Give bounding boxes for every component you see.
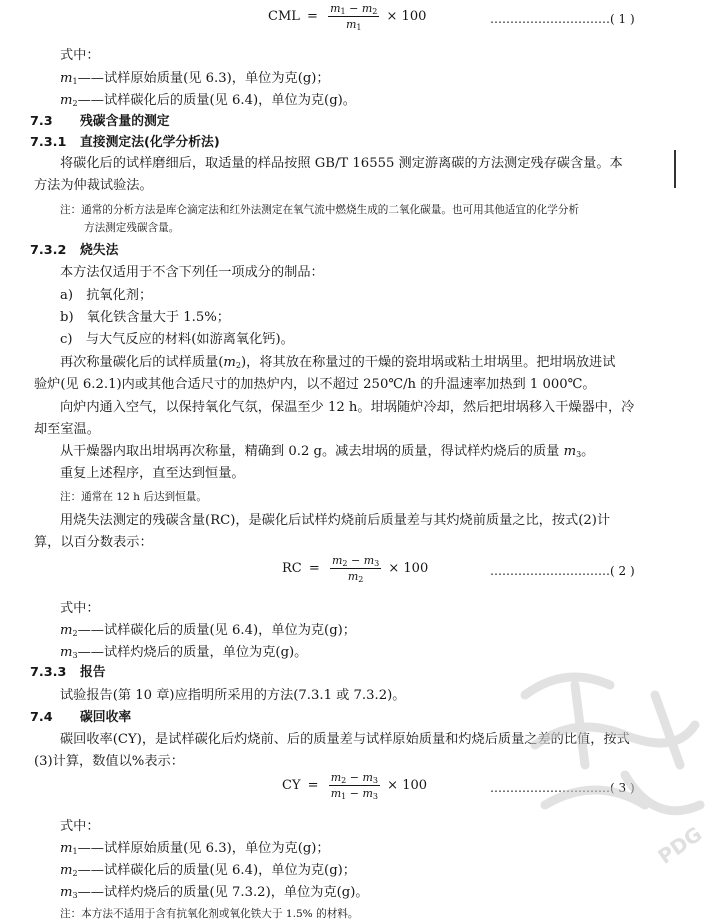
where-line: $m_1——$试样原始质量(见 6.3)，单位为克(g)；	[60, 71, 330, 86]
where-label: 式中：	[60, 819, 100, 834]
formula-lhs: CY	[282, 778, 301, 793]
formula-cml: CML = $\frac{m_1 - m_2}{m_1}$ × 100	[268, 2, 427, 32]
section-heading: 7.3 残碳含量的测定	[30, 114, 170, 129]
where-line: $m_2——$试样碳化后的质量(见 6.4)，单位为克(g)。	[60, 93, 356, 108]
section-heading: 7.3.3 报告	[30, 665, 106, 680]
watermark-stamp	[505, 655, 720, 870]
formula-lhs: CML	[268, 9, 300, 24]
note-line: 注：通常在 12 h 后达到恒量。	[60, 491, 207, 503]
watermark-text: PDG	[653, 821, 707, 869]
paragraph-line: 再次称量碳化后的试样质量$(m_2)$，将其放在称量过的干燥的瓷坩埚或粘土坩埚里。把坩埚放进试	[60, 355, 616, 370]
list-item: b) 氧化铁含量大于 1.5%；	[60, 310, 230, 325]
fraction: $\frac{m_2 - m_3}{m_1 - m_3}$	[330, 771, 378, 801]
equation-number-3: …………………………( 3 )	[490, 781, 635, 795]
formula-cy: CY = $\frac{m_2 - m_3}{m_1 - m_3}$ × 100	[282, 771, 428, 801]
fraction: $\frac{m_1 - m_2}{m_1}$	[330, 2, 378, 32]
paragraph-line: 本方法仅适用于不含下列任一项成分的制品：	[60, 265, 324, 280]
note-line: 注：通常的分析方法是库仑滴定法和红外法测定在氧气流中燃烧生成的二氧化碳量。也可用其他适宜的化学分析	[60, 204, 580, 216]
where-label: 式中：	[60, 601, 100, 616]
equation-number-1: …………………………( 1 )	[490, 12, 635, 26]
equation-number-2: …………………………( 2 )	[490, 564, 635, 578]
where-line: $m_2——$试样碳化后的质量(见 6.4)，单位为克(g)；	[60, 623, 356, 638]
paragraph-line: 向炉内通入空气，以保持氧化气氛，保温至少 12 h。坩埚随炉冷却，然后把坩埚移入干燥器中，冷	[60, 400, 635, 415]
fraction: $\frac{m_2 - m_3}{m_2}$	[331, 554, 380, 584]
where-line: $m_2——$试样碳化后的质量(见 6.4)，单位为克(g)；	[60, 863, 356, 878]
paragraph-line: 碳回收率(CY)，是试样碳化后灼烧前、后的质量差与试样原始质量和灼烧后质量之差的比值，按式	[60, 732, 630, 747]
paragraph-line: 验炉(见 6.2.1)内或其他合适尺寸的加热炉内，以不超过 250℃/h 的升温速率加热到 1 000℃。	[34, 377, 596, 392]
section-heading: 7.3.2 烧失法	[30, 243, 119, 258]
paragraph-line: 却至室温。	[34, 422, 100, 437]
where-line: $m_3——$试样灼烧后的质量，单位为克(g)。	[60, 645, 308, 660]
list-item: a) 抗氧化剂；	[60, 288, 153, 303]
note-line: 方法测定残碳含量。	[84, 222, 180, 234]
where-line: $m_3——$试样灼烧后的质量(见 7.3.2)，单位为克(g)。	[60, 885, 369, 900]
paragraph-line: 算，以百分数表示：	[34, 535, 153, 550]
paragraph-line: 将碳化后的试样磨细后，取适量的样品按照 GB/T 16555 测定游离碳的方法测定残存碳含量。本	[60, 156, 623, 171]
paragraph-line: (3)计算，数值以%表示：	[34, 754, 184, 769]
section-heading: 7.3.1 直接测定法(化学分析法)	[30, 135, 220, 150]
formula-rc: RC = $\frac{m_2 - m_3}{m_2}$ × 100	[282, 554, 429, 584]
where-label: 式中：	[60, 48, 100, 63]
paragraph-line: 重复上述程序，直至达到恒量。	[60, 466, 245, 481]
formula-lhs: RC	[282, 561, 302, 576]
paragraph-line: 用烧失法测定的残碳含量(RC)，是碳化后试样灼烧前后质量差与其灼烧前质量之比，按式(2)计	[60, 513, 611, 528]
change-bar	[674, 150, 676, 188]
paragraph-line: 试验报告(第 10 章)应指明所采用的方法(7.3.1 或 7.3.2)。	[60, 688, 406, 703]
section-heading: 7.4 碳回收率	[30, 710, 132, 725]
list-item: c) 与大气反应的材料(如游离氧化钙)。	[60, 332, 294, 347]
paragraph-line: 方法为仲裁试验法。	[34, 178, 153, 193]
where-line: $m_1——$试样原始质量(见 6.3)，单位为克(g)；	[60, 841, 330, 856]
note-line: 注：本方法不适用于含有抗氧化剂或氧化铁大于 1.5% 的材料。	[60, 908, 359, 920]
paragraph-line: 从干燥器内取出坩埚再次称量，精确到 0.2 g。减去坩埚的质量，得试样灼烧后的质量 $m_3$。	[60, 444, 595, 459]
